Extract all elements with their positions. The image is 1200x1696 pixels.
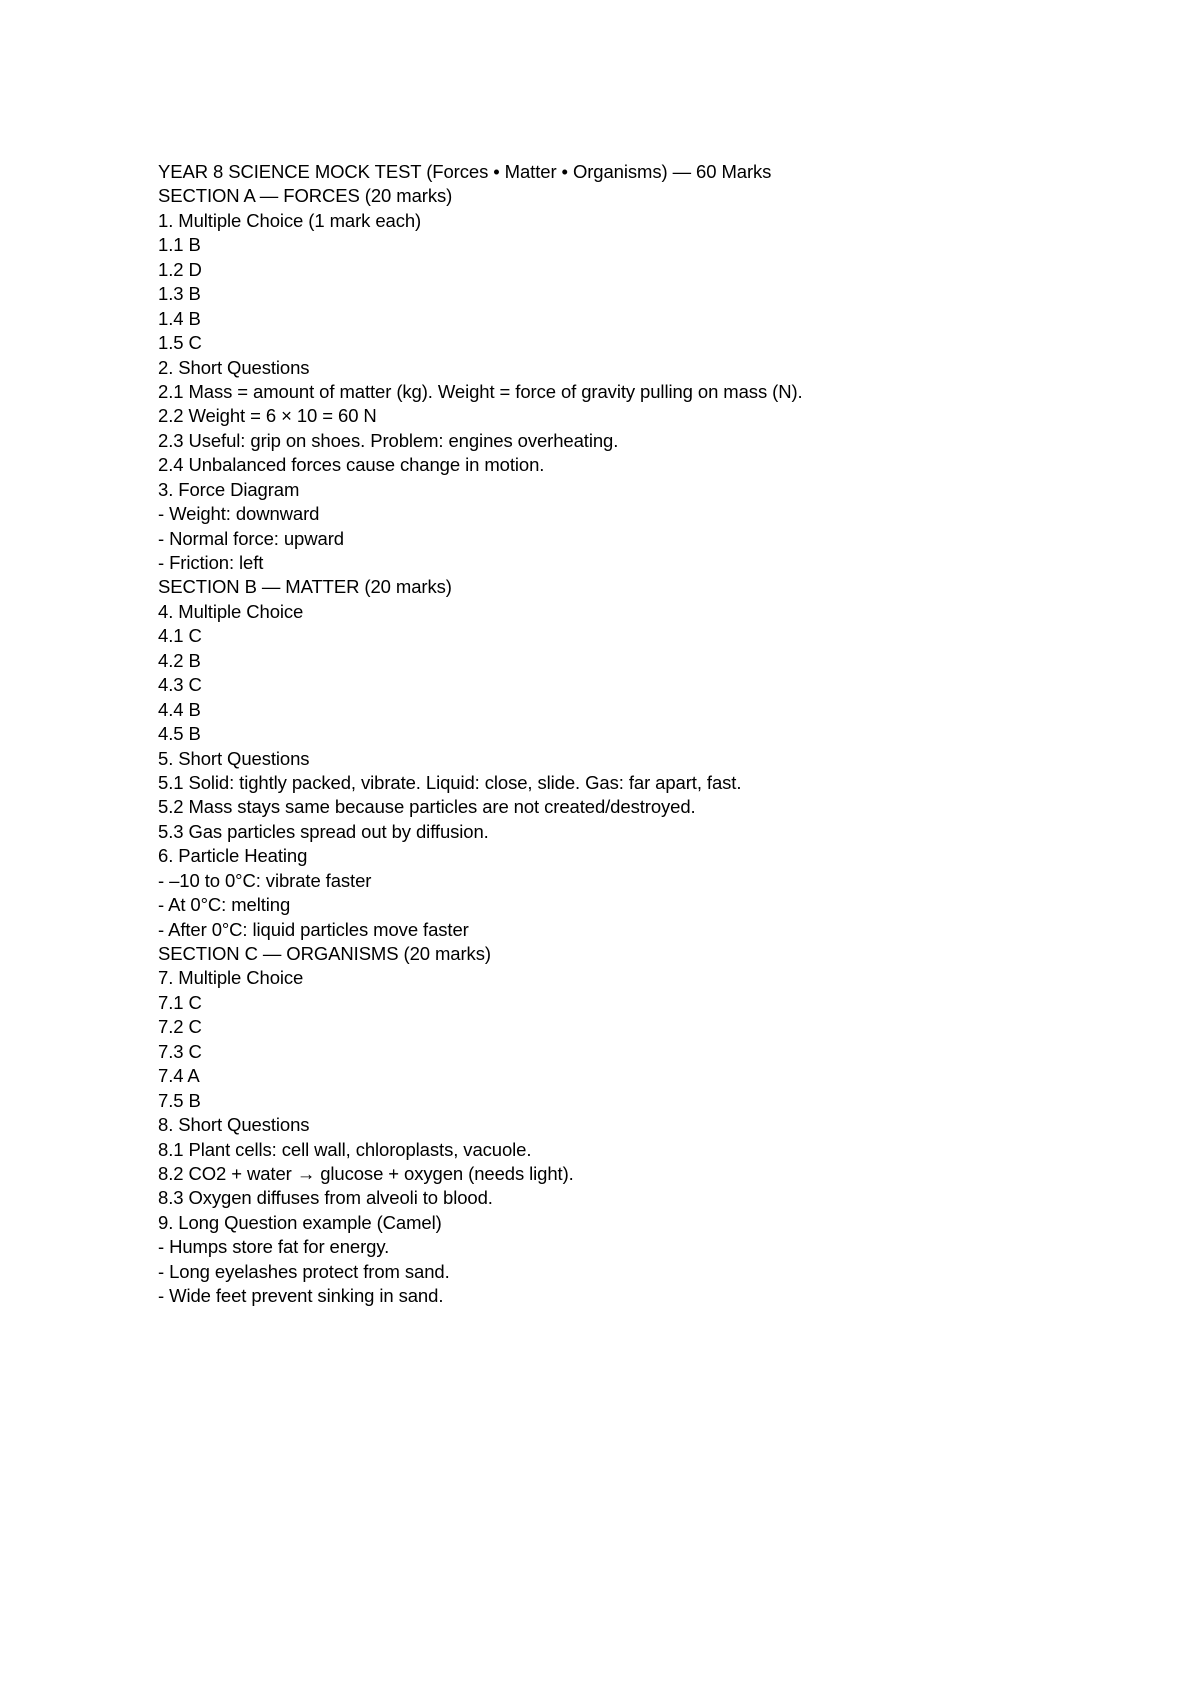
answer-line: - Weight: downward <box>158 503 320 525</box>
answer-line: 4.4 B <box>158 698 201 720</box>
section-b-heading: SECTION B — MATTER (20 marks) <box>158 576 452 598</box>
question-heading: 8. Short Questions <box>158 1114 310 1136</box>
document-title: YEAR 8 SCIENCE MOCK TEST (Forces • Matter • Organisms) — 60 Marks <box>158 161 772 182</box>
answer-line: 2.1 Mass = amount of matter (kg). Weight = force of gravity pulling on mass (N). <box>158 380 803 402</box>
answer-line: 1.3 B <box>158 283 201 305</box>
question-heading: 9. Long Question example (Camel) <box>158 1211 442 1233</box>
question-heading: 3. Force Diagram <box>158 478 300 500</box>
answer-line: 4.1 C <box>158 625 202 647</box>
answer-line: 5.1 Solid: tightly packed, vibrate. Liquid: close, slide. Gas: far apart, fast. <box>158 771 742 793</box>
answer-line: - Humps store fat for energy. <box>158 1236 390 1258</box>
answer-line: 7.1 C <box>158 991 202 1013</box>
answer-line: 4.3 C <box>158 674 202 696</box>
answer-line: 7.5 B <box>158 1089 201 1111</box>
answer-line: 1.4 B <box>158 307 201 329</box>
answer-line: 1.1 B <box>158 234 201 256</box>
answer-line: 1.2 D <box>158 258 202 280</box>
question-heading: 2. Short Questions <box>158 356 310 378</box>
section-c-heading: SECTION C — ORGANISMS (20 marks) <box>158 943 491 964</box>
answer-line: 4.2 B <box>158 649 201 671</box>
answer-line: 7.4 A <box>158 1065 200 1087</box>
answer-line: 4.5 B <box>158 723 201 745</box>
question-heading: 1. Multiple Choice (1 mark each) <box>158 209 422 231</box>
answer-line: 8.2 CO2 + water → glucose + oxygen (needs light). <box>158 1162 574 1184</box>
answer-line: - At 0°C: melting <box>158 894 291 916</box>
document-body <box>158 160 1158 1309</box>
answer-line: 2.2 Weight = 6 × 10 = 60 N <box>158 405 377 427</box>
answer-line: 7.2 C <box>158 1016 202 1038</box>
answer-line: 5.2 Mass stays same because particles are not created/destroyed. <box>158 796 696 818</box>
question-heading: 5. Short Questions <box>158 747 310 769</box>
section-a-heading: SECTION A — FORCES (20 marks) <box>158 185 453 207</box>
answer-line: - Friction: left <box>158 552 264 573</box>
answer-line: 8.1 Plant cells: cell wall, chloroplasts, vacuole. <box>158 1138 532 1160</box>
answer-line: 8.3 Oxygen diffuses from alveoli to blood. <box>158 1187 493 1209</box>
answer-line: - Wide feet prevent sinking in sand. <box>158 1285 444 1307</box>
question-heading: 7. Multiple Choice <box>158 967 304 989</box>
answer-line: 2.4 Unbalanced forces cause change in motion. <box>158 454 545 476</box>
answer-line: 2.3 Useful: grip on shoes. Problem: engines overheating. <box>158 429 619 451</box>
answer-line: 5.3 Gas particles spread out by diffusion. <box>158 820 489 842</box>
answer-line: - –10 to 0°C: vibrate faster <box>158 869 372 891</box>
answer-line: - Long eyelashes protect from sand. <box>158 1260 450 1282</box>
question-heading: 6. Particle Heating <box>158 845 308 867</box>
question-heading: 4. Multiple Choice <box>158 600 304 622</box>
answer-line: - Normal force: upward <box>158 527 344 549</box>
answer-line: 1.5 C <box>158 332 202 354</box>
answer-line: 7.3 C <box>158 1040 202 1062</box>
answer-line: - After 0°C: liquid particles move faster <box>158 918 469 940</box>
